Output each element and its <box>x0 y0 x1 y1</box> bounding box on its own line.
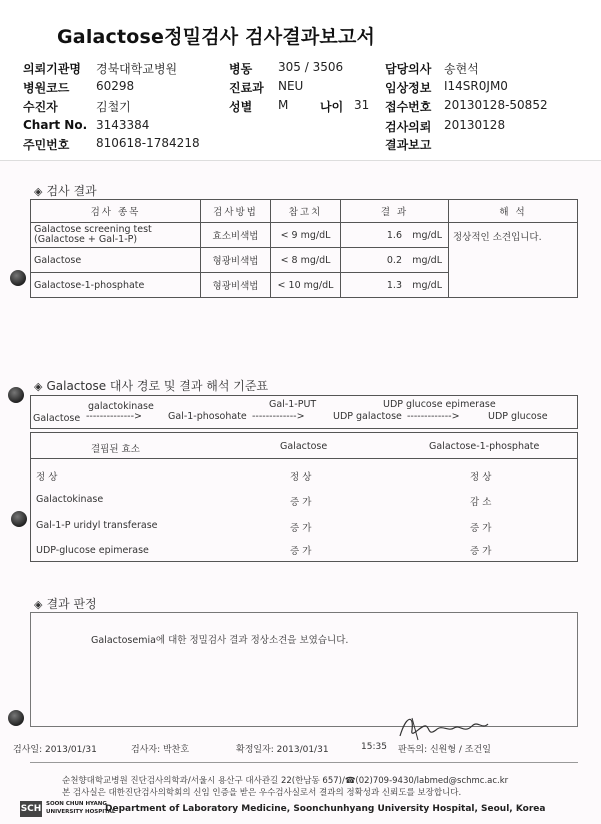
chart-value: 3143384 <box>96 118 150 132</box>
clinical-value: I14SR0JM0 <box>444 79 508 93</box>
judgment-box <box>30 612 578 727</box>
resident-label: 주민번호 <box>23 138 70 152</box>
sex-value: M <box>278 98 289 112</box>
report-title: Galactose정밀검사 검사결과보고서 <box>57 26 376 48</box>
judgment-section-title <box>34 595 97 612</box>
method-cell: 효소비색법 <box>201 223 271 248</box>
criteria-galactose: 증 가 <box>290 497 312 508</box>
age-value: 31 <box>354 98 370 112</box>
binder-hole <box>8 710 24 726</box>
ref-cell: < 8 mg/dL <box>271 248 341 273</box>
result-unit: mg/dL <box>412 229 442 241</box>
criteria-galactose: 증 가 <box>290 546 312 557</box>
col-header-item: 검사 종목 <box>31 200 201 223</box>
age-label: 나이 <box>320 100 344 114</box>
ward-value: 305 / 3506 <box>278 60 344 74</box>
ref-cell: < 10 mg/dL <box>271 273 341 298</box>
diamond-bullet-icon: ◈ <box>34 380 43 393</box>
criteria-table <box>30 432 578 562</box>
judgment-text: Galactosemia에 대한 정밀검사 결과 정상소견을 보였습니다. <box>91 635 349 646</box>
request-label: 검사의뢰 <box>385 120 432 134</box>
confirm-date: 확정일자: 2013/01/31 <box>236 745 329 755</box>
flow-arrow: -------------> <box>252 411 305 422</box>
result-unit: mg/dL <box>412 254 442 266</box>
recipient-value: 김철기 <box>96 100 131 114</box>
request-value: 20130128 <box>444 118 506 132</box>
pathway-section-title <box>34 377 268 394</box>
table-row <box>31 223 578 248</box>
flow-galactose: Galactose <box>33 413 81 424</box>
binder-hole <box>8 387 24 403</box>
flow-udp-glucose: UDP glucose <box>488 411 548 422</box>
ward-label: 병동 <box>229 62 253 76</box>
result-value: 0.2 <box>386 254 402 266</box>
footer-department: Department of Laboratory Medicine, Soonchunhyang University Hospital, Seoul, Korea <box>105 804 546 814</box>
col-header-enzyme: 결핍된 효소 <box>91 444 140 455</box>
test-date: 검사일: 2013/01/31 <box>13 745 97 755</box>
binder-hole <box>10 270 26 286</box>
results-header-row <box>31 200 578 223</box>
recipient-label: 수진자 <box>23 100 58 114</box>
judgment-section-text: 결과 판정 <box>46 597 97 611</box>
dept-label: 진료과 <box>229 81 264 95</box>
criteria-gal1p: 증 가 <box>470 546 492 557</box>
criteria-enzyme: 정 상 <box>36 472 58 483</box>
result-cell <box>341 223 449 248</box>
footer-divider <box>30 762 578 763</box>
sex-label: 성별 <box>229 100 253 114</box>
logo-mark: SCH <box>20 801 42 817</box>
reviewer: 판독의: 신원형 / 조건일 <box>398 745 491 755</box>
results-section-text: 검사 결과 <box>46 184 97 198</box>
col-header-result: 결 과 <box>341 200 449 223</box>
doctor-value: 송현석 <box>444 62 479 76</box>
criteria-gal1p: 감 소 <box>470 497 492 508</box>
col-header-method: 검사방법 <box>201 200 271 223</box>
criteria-gal1p: 정 상 <box>470 472 492 483</box>
footer-notice: 본 검사실은 대한진단검사의학회의 신임 인증을 받은 우수검사실로서 결과의 정확성과 신뢰도를 보장합니다. <box>62 788 462 798</box>
logo-sub1: SOON CHUN HYANG <box>46 801 107 807</box>
signature-icon <box>392 706 492 746</box>
col-header-ref: 참고치 <box>271 200 341 223</box>
method-cell: 형광비색법 <box>201 273 271 298</box>
criteria-galactose: 증 가 <box>290 523 312 534</box>
receipt-label: 접수번호 <box>385 100 432 114</box>
result-report-label: 결과보고 <box>385 138 432 152</box>
diamond-bullet-icon: ◈ <box>34 185 43 198</box>
result-value: 1.6 <box>386 229 402 241</box>
result-cell <box>341 248 449 273</box>
criteria-enzyme: Galactokinase <box>36 494 104 505</box>
item-cell: Galactose <box>31 248 201 273</box>
criteria-galactose: 정 상 <box>290 472 312 483</box>
institution-value: 경북대학교병원 <box>96 62 178 76</box>
dept-value: NEU <box>278 79 304 93</box>
binder-hole <box>11 511 27 527</box>
criteria-enzyme: Gal-1-P uridyl transferase <box>36 520 158 531</box>
flow-arrow: --------------> <box>86 411 142 422</box>
enzyme-galactokinase: galactokinase <box>88 401 154 412</box>
clinical-label: 임상정보 <box>385 81 432 95</box>
item-cell: Galactose-1-phosphate <box>31 273 201 298</box>
results-table <box>30 199 578 298</box>
resident-value: 810618-1784218 <box>96 136 200 150</box>
col-header-interpretation: 해 석 <box>449 200 578 223</box>
hospital-code-value: 60298 <box>96 79 135 93</box>
criteria-enzyme: UDP-glucose epimerase <box>36 545 149 556</box>
pathway-box <box>30 395 578 429</box>
hospital-code-label: 병원코드 <box>23 81 70 95</box>
report-header <box>0 0 601 160</box>
logo-sub2: UNIVERSITY HOSPITAL <box>46 809 116 815</box>
institution-label: 의뢰기관명 <box>23 62 81 76</box>
enzyme-gal1put: Gal-1-PUT <box>269 399 317 410</box>
footer-address: 순천향대학교병원 진단검사의학과/서울시 용산구 대사관길 22(한남동 657)/☎(02)709-9430/labmed@schmc.ac.kr <box>62 776 509 786</box>
criteria-gal1p: 증 가 <box>470 523 492 534</box>
pathway-section-text: Galactose 대사 경로 및 결과 해석 기준표 <box>46 379 269 393</box>
criteria-header-row <box>31 433 577 459</box>
hospital-logo <box>20 800 116 818</box>
doctor-label: 담당의사 <box>385 62 432 76</box>
flow-gal1p: Gal-1-phosohate <box>168 411 247 422</box>
enzyme-epimerase: UDP glucose epimerase <box>383 399 496 410</box>
receipt-value: 20130128-50852 <box>444 98 548 112</box>
col-header-galactose: Galactose <box>280 441 328 452</box>
col-header-gal1p: Galactose-1-phosphate <box>429 441 540 452</box>
method-cell: 형광비색법 <box>201 248 271 273</box>
result-value: 1.3 <box>386 279 402 291</box>
confirm-time: 15:35 <box>361 742 387 752</box>
flow-arrow: -------------> <box>407 411 460 422</box>
item-cell: Galactose screening test (Galactose + Gal-1-P) <box>31 223 201 248</box>
flow-udp-galactose: UDP galactose <box>333 411 402 422</box>
result-cell <box>341 273 449 298</box>
interpretation-cell: 정상적인 소견입니다. <box>449 223 578 298</box>
diamond-bullet-icon: ◈ <box>34 598 43 611</box>
ref-cell: < 9 mg/dL <box>271 223 341 248</box>
tester: 검사자: 박찬호 <box>131 745 190 755</box>
result-unit: mg/dL <box>412 279 442 291</box>
chart-label: Chart No. <box>23 118 88 132</box>
results-section-title <box>34 182 97 199</box>
